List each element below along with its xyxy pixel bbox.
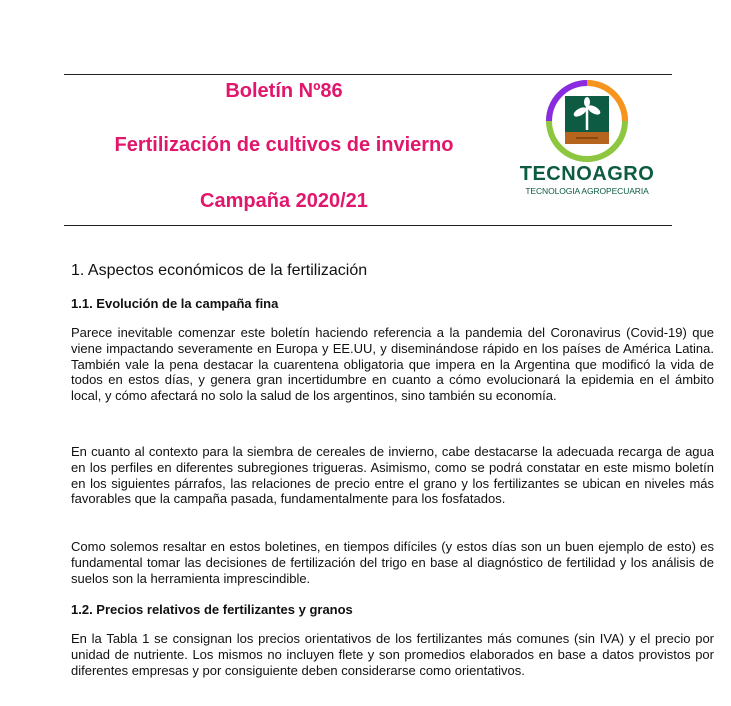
paragraph-4: En la Tabla 1 se consignan los precios orientativos de los fertilizantes más comunes (sin IVA) y el precio por unidad de nutriente. Los mismos no incluyen flete y son promedios elaborados en base a datos provistos por diferentes empresas y por consiguiente deben considerarse como orientativos. bbox=[71, 631, 714, 678]
bulletin-title: Fertilización de cultivos de invierno bbox=[114, 134, 454, 156]
section-1-1-heading: 1.1. Evolución de la campaña fina bbox=[71, 296, 279, 311]
paragraph-3: Como solemos resaltar en estos boletines, en tiempos difíciles (y estos días son un buen ejemplo de esto) es fundamental tomar las decisiones de fertilización del trigo en base al diagnóstico de fertilidad y los análisis de suelos son la herramienta imprescindible. bbox=[71, 539, 714, 586]
logo-name: TECNOAGRO bbox=[519, 163, 655, 185]
section-1-heading: 1. Aspectos económicos de la fertilización bbox=[71, 262, 368, 279]
header-top-rule bbox=[64, 74, 672, 75]
plant-logo-icon bbox=[546, 80, 628, 162]
logo-tagline: TECNOLOGIA AGROPECUARIA bbox=[525, 186, 649, 196]
bulletin-number: Boletín Nº86 bbox=[225, 80, 343, 102]
paragraph-2: En cuanto al contexto para la siembra de cereales de invierno, cabe destacarse la adecuada recarga de agua en los perfiles en diferentes subregiones trigueras. Asimismo, como se podrá constatar en este mismo boletín en los siguientes párrafos, las relaciones de precio entre el grano y los fertilizantes se ubican en niveles más favorables que la campaña pasada, fundamentalmente para los fosfatados. bbox=[71, 444, 714, 507]
section-1-2-heading: 1.2. Precios relativos de fertilizantes y granos bbox=[71, 602, 353, 617]
header-bottom-rule bbox=[64, 225, 672, 226]
campaign-year: Campaña 2020/21 bbox=[200, 190, 368, 212]
tecnoagro-logo bbox=[512, 80, 662, 210]
paragraph-1: Parece inevitable comenzar este boletín haciendo referencia a la pandemia del Coronavirus (Covid-19) que viene impactando severamente en Europa y EE.UU, y diseminándose rápido en los países de América Latina. También vale la pena destacar la cuarentena obligatoria que impera en la Argentina que modificó la vida de todos en estos días, y genera gran incertidumbre en cuanto a cómo evolucionará la epidemia en el ámbito local, y cómo afectará no solo la salud de los argentinos, sino también su economía. bbox=[71, 325, 714, 404]
